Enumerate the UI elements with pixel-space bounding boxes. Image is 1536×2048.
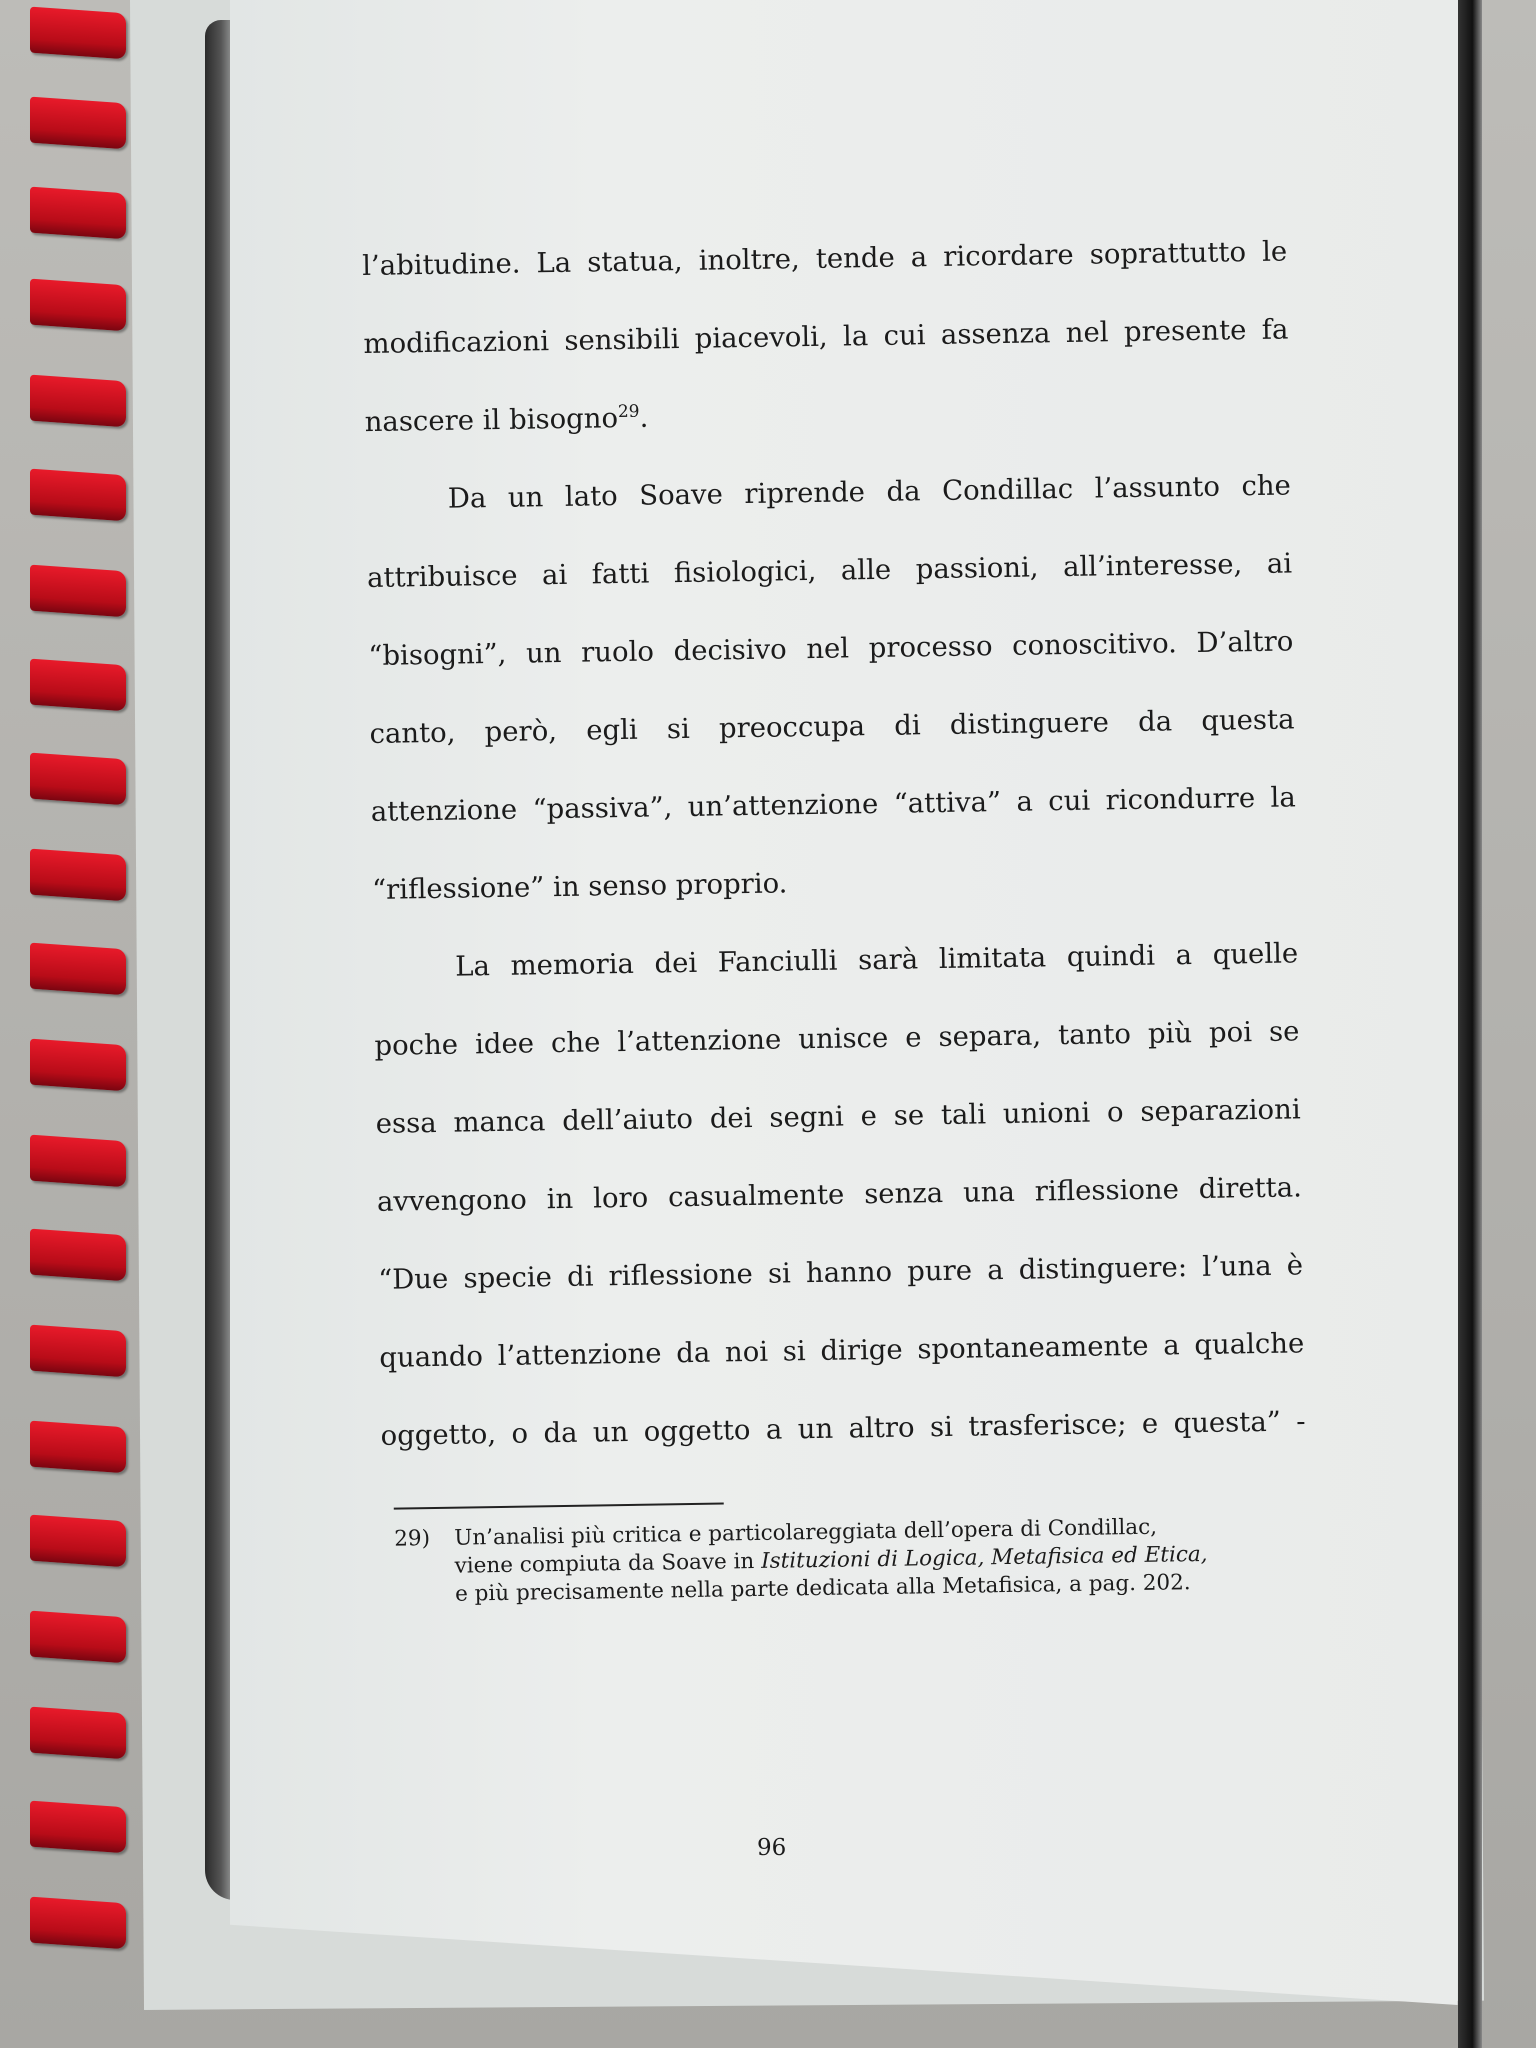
punctuation: . xyxy=(639,401,649,434)
body-line: “bisogni”, un ruolo decisivo nel processo conoscitivo. D’altro xyxy=(368,625,1294,672)
book-page xyxy=(230,0,1470,2005)
footnote-text xyxy=(454,1511,1310,1608)
binding-coil xyxy=(30,1039,126,1092)
page-edge xyxy=(1458,0,1482,2048)
footnote-reference: 29 xyxy=(617,401,640,422)
binding-coil xyxy=(30,1801,126,1854)
binding-coil xyxy=(30,1229,126,1282)
body-line: avvengono in loro casualmente senza una riflessione diretta. xyxy=(376,1171,1303,1218)
body-line: “Due specie di riflessione si hanno pure a distinguere: l’una è xyxy=(377,1249,1304,1296)
body-line: attribuisce ai fatti fisiologici, alle passioni, all’interesse, ai xyxy=(366,547,1293,594)
binding-coil xyxy=(30,1135,126,1188)
binding-coil xyxy=(30,943,126,996)
footnote-number: 29) xyxy=(394,1526,431,1552)
footnote-line: e più precisamente nella parte dedicata alla Metafisica, a pag. 202. xyxy=(454,1570,1191,1607)
binding-coil xyxy=(30,659,126,712)
binding-coil xyxy=(30,1707,126,1760)
body-line xyxy=(364,402,648,439)
body-line: quando l’attenzione da noi si dirige spontaneamente a qualche xyxy=(379,1327,1305,1374)
binding-coil xyxy=(30,1611,126,1664)
body-line: l’abitudine. La statua, inoltre, tende a ricordare soprattutto le xyxy=(362,235,1288,282)
binding-coil xyxy=(30,849,126,902)
body-line: canto, però, egli si preoccupa di distinguere da questa xyxy=(369,703,1295,750)
body-line: La memoria dei Fanciulli sarà limitata quindi a quelle xyxy=(455,937,1299,983)
body-line: attenzione “passiva”, un’attenzione “attiva” a cui ricondurre la xyxy=(370,781,1296,828)
binding-coil xyxy=(30,7,126,60)
binding-coil xyxy=(30,279,126,332)
binding-coil xyxy=(30,375,126,428)
body-line: modificazioni sensibili piacevoli, la cui assenza nel presente fa xyxy=(363,313,1289,360)
footnote-book-title: Istituzioni di Logica, Metafisica ed Etica, xyxy=(760,1541,1208,1574)
binding-coil xyxy=(30,1897,126,1950)
body-line: oggetto, o da un oggetto a un altro si trasferisce; e questa” - xyxy=(380,1405,1306,1452)
binding-coil xyxy=(30,1515,126,1568)
footnote-line-text: viene compiuta da Soave in xyxy=(454,1548,762,1579)
binding-coil xyxy=(30,187,126,240)
binding-coil xyxy=(30,97,126,150)
binding-coil xyxy=(30,1325,126,1378)
binding-coil xyxy=(30,1421,126,1474)
spiral-binding xyxy=(0,0,150,2048)
binding-coil xyxy=(30,753,126,806)
body-line: poche idee che l’attenzione unisce e separa, tanto più poi se xyxy=(374,1015,1300,1062)
body-line: Da un lato Soave riprende da Condillac l’assunto che xyxy=(447,469,1292,515)
body-line-text: nascere il bisogno xyxy=(364,402,619,439)
binding-coil xyxy=(30,469,126,522)
binding-coil xyxy=(30,565,126,618)
body-line: “riflessione” in senso proprio. xyxy=(371,867,788,906)
footnote-line: Un’analisi più critica e particolareggiata dell’opera di Condillac, xyxy=(454,1514,1158,1551)
body-line: essa manca dell’aiuto dei segni e se tali unioni o separazioni xyxy=(375,1093,1301,1140)
page-number: 96 xyxy=(757,1835,787,1861)
